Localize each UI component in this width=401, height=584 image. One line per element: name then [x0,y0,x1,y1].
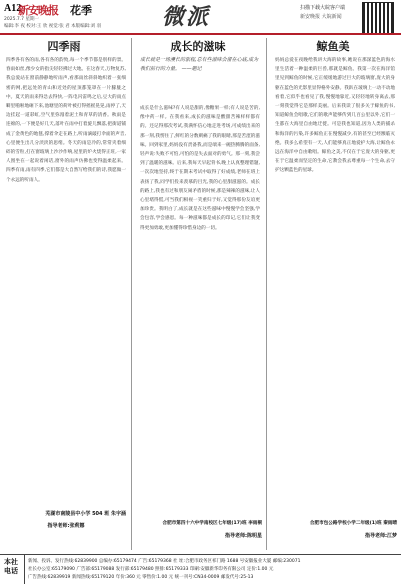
section-name: 花季 [70,4,92,17]
qr-caption: 扫描下载大皖客户端 [300,5,346,11]
footer-label: 本社电话 [4,558,18,575]
header-rule [0,33,401,35]
qr-code-icon [362,2,394,34]
article-title-2: 成长的滋味 [170,40,226,53]
page-code: A12 [4,3,22,14]
article-title-1: 四季雨 [47,40,81,53]
editor-credits: 编辑:李 夜 校对:王 欣 视觉:张 君 本版编辑:刘 羽 [4,24,102,29]
article-teacher-1: 指导老师:张莉娜 [47,523,85,529]
article-school-3: 合肥市包公路学校小学二年级(1)班 秦雨晴 [309,521,397,526]
footer-line-3: 广告热线:62839919 新闻热线:65179120 年价:360 元 零售价:1.00 元 统一刊号:CN34-0009 邮发代号:25-13 [28,575,254,580]
brand-logo: 新安晚报 [18,4,58,17]
column-divider [131,38,132,550]
article-teacher-2: 指导老师:陈明星 [224,533,262,539]
column-divider [266,38,267,550]
footer-line-1: 新闻、投诉、发行热线:62839900 总编办:65179474 广告:65179368 社 址:合肥市政务区祁门路 1688 号安徽报业大厦 邮编:230071 [28,559,301,564]
qr-subcaption: 新安晚报 大皖新闻 [300,14,342,20]
article-title-3: 鲸鱼美 [316,40,350,53]
article-school-2: 合肥市第四十六中学南校区七年级(17)班 李雨桐 [162,521,262,526]
article-teacher-3: 指导老师:江梦 [364,533,397,539]
article-epigraph-2: 成长就是一场漫长的旅程,总有些滋味会留在心底,成为我们前行的力量。 ——题记 [140,57,259,72]
footer-line-2: 社长办公室:65179090 广告部:65179088 发行部:65179480 照排:65179333 印刷:安徽新华印务有限公司 定价:1.00 元 [28,567,274,572]
issue-date: 2025.7.7 星期一 [4,17,39,22]
article-body-1: 四季各有各的雨,各有各的韵致,每一个季节都是别样的景。春雨如丝,像少女的指尖轻轻拂过大地。在这春天,万物复苏,我总爱站在窗前静静地听雨声,看那雨丝斜斜地织着一张细密的网,把远处的青山和近处的屋顶都笼罩在一片朦胧之中。夏天的雨来得急去得快,一阵电闪雷鸣之后,豆大的雨点噼里啪啦地砸下来,池塘里的荷叶被打得摇摇晃晃,雨停了,天边挂起一道彩虹,空气里弥漫着泥土和青草的清香。秋雨是连绵的,一下便是好几天,落叶在雨中打着旋儿飘落,把街道铺成了金黄色的地毯,撑着伞走在路上,听雨滴敲打伞面的声音,心里便生出几分淡淡的思绪。冬天的雨是冷的,常常夹着细碎的雪粒,打在窗玻璃上沙沙作响,屋里的炉火烧得正旺,一家人围坐在一起说着闲话,窗外的雨声仿佛也变得温柔起来。四季有雨,雨有四季,它们都是大自然写给我们的诗,我愿做一个永远的听雨人。 [6,58,126,183]
article-school-1: 芜湖市南陵县中小学 504 班 朱宇涵 [45,511,126,517]
column-title: 微派 [162,4,211,30]
article-body-3: 妈妈总爱在夜晚给我讲大海的故事,她说在那深蓝色的海水里生活着一种温柔的巨兽,那就是鲸鱼。我第一次在海洋馆里见到鲸鱼的时候,它正缓缓地游过巨大的玻璃窗,庞大的身躯在蓝色的光影里显得格外安静。我趴在玻璃上一动不动地看着,它似乎也看见了我,慢慢地靠近,又轻轻地转身离去,那一刻我觉得它是那样美丽。后来我读了很多关于鲸鱼的书,知道鲸鱼会唱歌,它们的歌声能够传到几百公里以外,它们一生都在大海里自由地迁徙。可是我也知道,因为人类的捕杀和海洋的污染,许多鲸鱼正在慢慢减少,有的甚至已经濒临灭绝。我多么希望有一天,人们能够真正地爱护大海,让鲸鱼永远在海洋中自由歌唱。鲸鱼之美,不仅在于它庞大的身躯,更在于它温柔而坚定的生命,它教会我去尊重每一个生命,去守护这颗蓝色的星球。 [275,58,395,174]
article-body-2: 成长是什么滋味?有人说是甜的,像糖果一样;有人说是苦的,像中药一样。在我看来,成长的滋味是酸甜苦辣样样都有的。还记得那次考试,我满怀信心地走进考场,可成绩出来的那一刻,我愣住了,鲜红的分数刺痛了我的眼睛,那是苦涩的滋味。回到家里,妈妈没有责备我,而是端来一碗热腾腾的面条,轻声说:失败不可怕,可怕的是失去面对的勇气。那一刻,我尝到了温暖的滋味。后来,我每天早起背书,晚上认真整理错题,一次次地坚持,终于在期末考试中取得了好成绩,老师在班上表扬了我,同学们投来羡慕的目光,我的心里甜滋滋的。成长的路上,我也有过和朋友闹矛盾的时候,那是辣辣的滋味,让人心里堵得慌,可当我们相视一笑重归于好,又觉得那份友谊更加珍贵。我明白了,成长就是在这些滋味中慢慢学会坚强,学会包容,学会感恩。每一种滋味都是成长的印记,它们让我变得更加勇敢,更加懂得珍惜身边的一切。 [140,106,260,231]
footer-rule [0,554,401,555]
